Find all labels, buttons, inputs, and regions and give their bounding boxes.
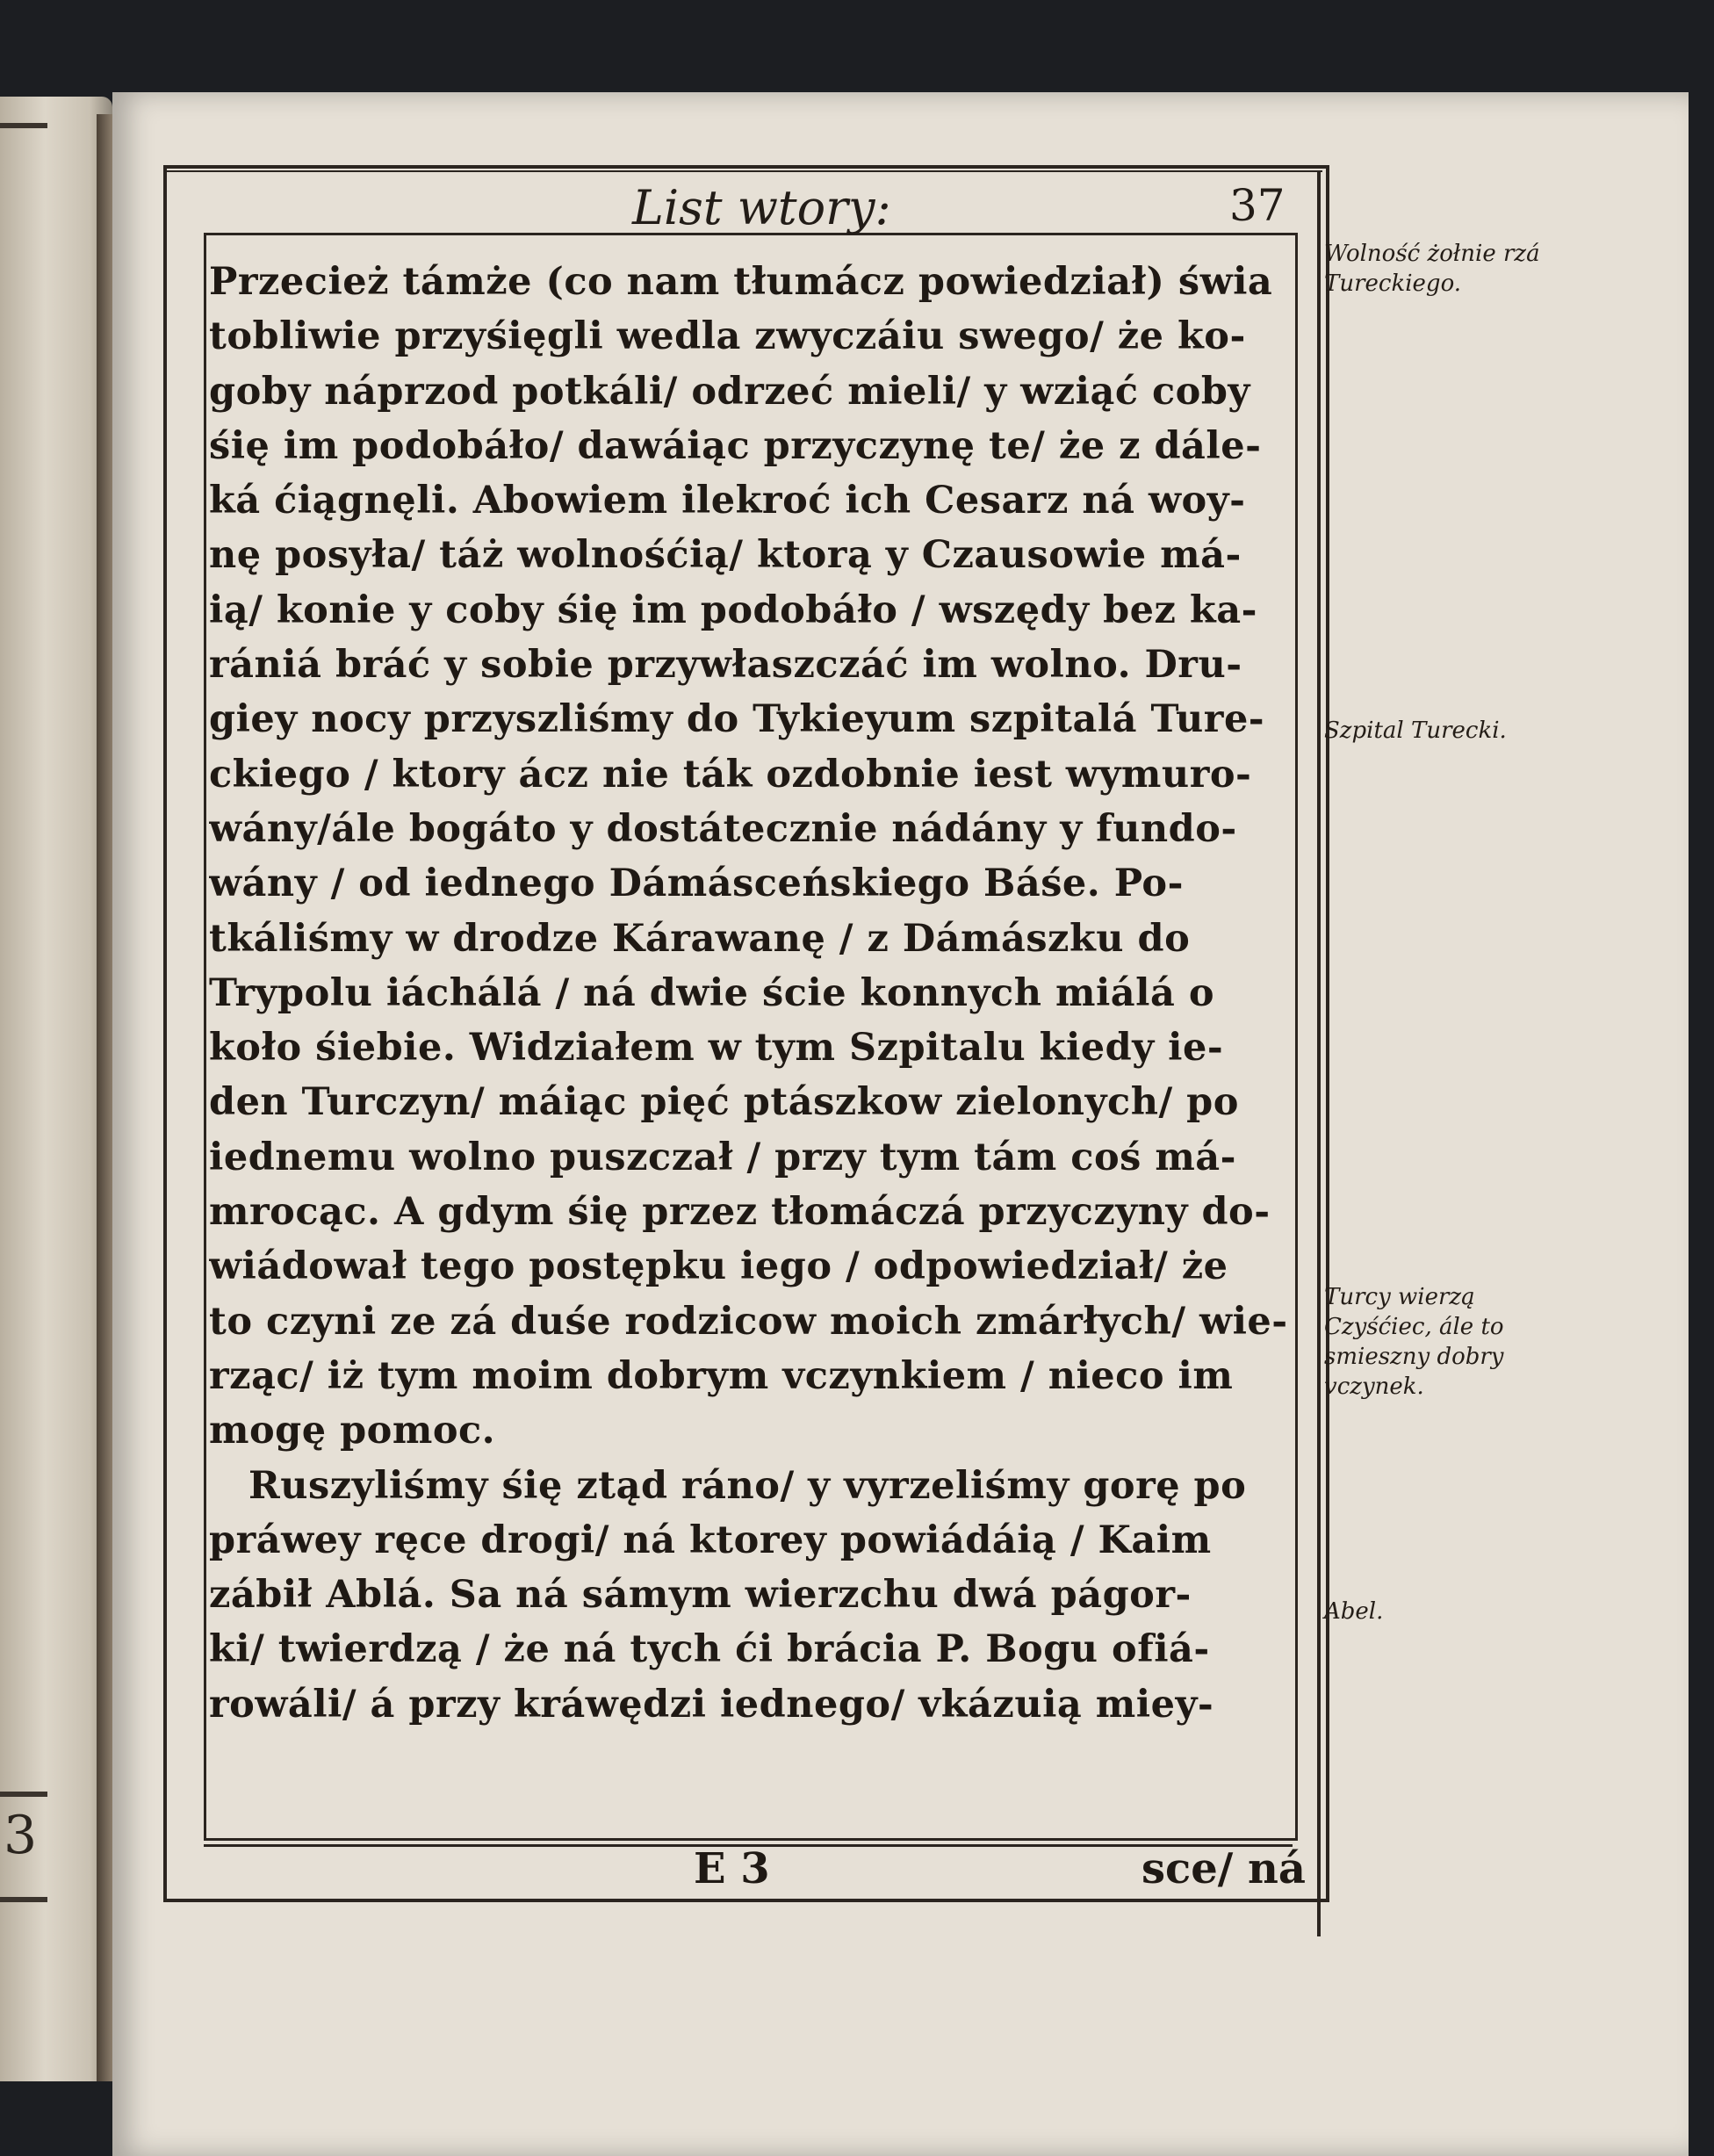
margin-note-purgatory: Turcy wierzą Czyśćiec, ále to smieszny dobry vczynek. bbox=[1324, 1284, 1504, 1400]
text-line: rząc/ iż tym moim dobrym vczynkiem / nieco im bbox=[209, 1353, 1234, 1398]
text-line: Ruszyliśmy śię ztąd ráno/ y vyrzeliśmy gorę po bbox=[248, 1463, 1247, 1508]
margin-note-turkish-hospital: Szpital Turecki. bbox=[1324, 717, 1507, 744]
text-line: mrocąc. A gdym śię przez tłomáczá przyczyny do- bbox=[209, 1190, 1271, 1235]
text-line: tobliwie przyśięgli wedla zwyczáiu swego/ że ko- bbox=[209, 314, 1246, 359]
text-line: giey nocy przyszliśmy do Tykieyum szpitalá Ture- bbox=[209, 697, 1265, 742]
text-line: ki/ twierdzą / że ná tych ći brácia P. Bogu ofiá- bbox=[209, 1627, 1210, 1672]
text-line: mogę pomoc. bbox=[209, 1409, 496, 1453]
signature-mark: E 3 bbox=[694, 1844, 770, 1893]
left-page-rule bbox=[0, 123, 47, 128]
text-line: wiádował tego postępku iego / odpowiedział/ że bbox=[209, 1244, 1228, 1289]
text-line: tkáliśmy w drodze Kárawanę / z Dámászku do bbox=[209, 916, 1191, 961]
body-text bbox=[209, 255, 1289, 1732]
text-line: ią/ konie y coby śię im podobáło / wszędy bez ka- bbox=[209, 588, 1257, 632]
left-page-rule bbox=[0, 1792, 47, 1797]
text-line: ckiego / ktory ácz nie ták ozdobnie iest wymuro- bbox=[209, 752, 1252, 797]
left-page-rule bbox=[0, 1897, 47, 1902]
page-number: 37 bbox=[1229, 180, 1286, 231]
text-line: zábił Ablá. Sa ná sámym wierzchu dwá págor- bbox=[209, 1573, 1192, 1618]
text-line: práwey ręce drogi/ ná ktorey powiádáią / Kaim bbox=[209, 1518, 1212, 1562]
text-line: goby náprzod potkáli/ odrzeć mieli/ y wziąć coby bbox=[209, 369, 1250, 414]
text-line: rowáli/ á przy kráwędzi iednego/ vkázuią miey- bbox=[209, 1682, 1214, 1727]
margin-note-abel: Abel. bbox=[1324, 1598, 1384, 1625]
text-line: to czyni ze zá duśe rodzicow moich zmárłych/ wie- bbox=[209, 1299, 1288, 1344]
text-line: ká ćiągnęli. Abowiem ilekroć ich Cesarz ná woy- bbox=[209, 479, 1246, 523]
text-line: den Turczyn/ máiąc pięć ptászkow zielonych/ po bbox=[209, 1080, 1239, 1125]
left-page-number: 3 bbox=[4, 1805, 38, 1866]
page-frame-double-rule bbox=[163, 170, 1322, 172]
running-head: List wtory: bbox=[632, 180, 891, 235]
text-line: Przecież támże (co nam tłumácz powiedział) świa bbox=[209, 260, 1273, 304]
left-page-edge bbox=[0, 97, 112, 2081]
text-line: śię im podobáło/ dawáiąc przyczynę te/ że z dále- bbox=[209, 423, 1262, 468]
text-line: Trypolu iáchálá / ná dwie ście konnych miálá o bbox=[209, 970, 1215, 1015]
text-line: nę posyła/ táż wolnośćią/ ktorą y Czausowie má- bbox=[209, 533, 1242, 578]
text-line: wány/ále bogáto y dostátecznie nádány y fundo- bbox=[209, 806, 1237, 851]
catchword: sce/ ná bbox=[1141, 1844, 1307, 1893]
margin-rule bbox=[1317, 171, 1321, 1936]
text-line: iednemu wolno puszczał / przy tym tám coś má- bbox=[209, 1135, 1237, 1179]
text-line: rániá bráć y sobie przywłaszczáć im wolno. Dru- bbox=[209, 643, 1242, 688]
text-line: koło śiebie. Widziałem w tym Szpitalu kiedy ie- bbox=[209, 1026, 1224, 1071]
text-line: wány / od iednego Dámásceńskiego Báśe. Po- bbox=[209, 862, 1184, 906]
margin-note-soldier-freedom: Wolność żołnie rzá Tureckiego. bbox=[1324, 241, 1540, 297]
